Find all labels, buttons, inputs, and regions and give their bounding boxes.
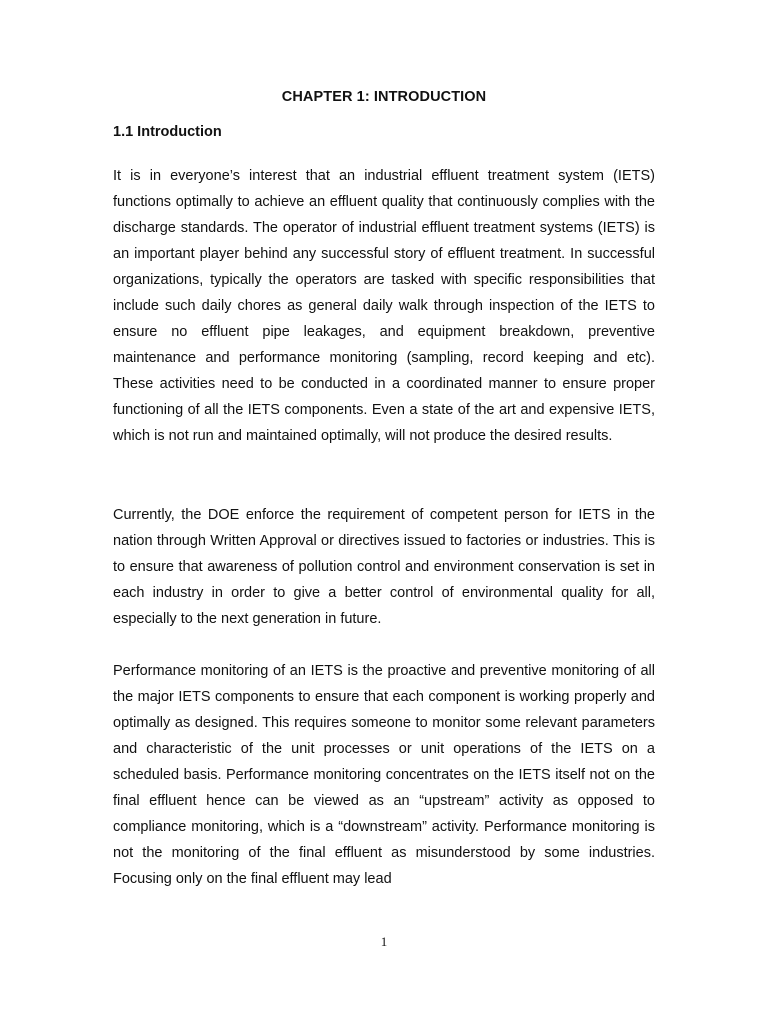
paragraph-3: Performance monitoring of an IETS is the proactive and preventive monitoring of all the major IETS components to ensure that each component is working properly and optimally as designed. This requires someone to monitor some relevant parameters and characteristic of the unit processes or unit operations of the IETS on a scheduled basis. Performance monitoring concentrates on the IETS itself not on the final effluent hence can be viewed as an “upstream” activity as opposed to compliance monitoring, which is a “downstream” activity. Performance monitoring is not the monitoring of the final effluent as misunderstood by some industries. Focusing only on the final effluent may lead (113, 663, 655, 887)
paragraph-2: Currently, the DOE enforce the requirement of competent person for IETS in the nation through Written Approval or directives issued to factories or industries. This is to ensure that awareness of pollution control and environment conservation is set in each industry in order to give a better control of environmental quality for all, especially to the next generation in future. (113, 507, 655, 627)
section-heading: 1.1 Introduction (113, 124, 222, 140)
chapter-title: CHAPTER 1: INTRODUCTION (281, 89, 487, 105)
page-number: 1 (380, 934, 388, 949)
paragraph-1: It is in everyone’s interest that an industrial effluent treatment system (IETS) functions optimally to achieve an effluent quality that continuously complies with the discharge standards. The operator of industrial effluent treatment systems (IETS) is an important player behind any successful story of effluent treatment. In successful organizations, typically the operators are tasked with specific responsibilities that include such daily chores as general daily walk through inspection of the IETS to ensure no effluent pipe leakages, and equipment breakdown, preventive maintenance and performance monitoring (sampling, record keeping and etc). These activities need to be conducted in a coordinated manner to ensure proper functioning of all the IETS components. Even a state of the art and expensive IETS, which is not run and maintained optimally, will not produce the desired results. (113, 168, 655, 444)
